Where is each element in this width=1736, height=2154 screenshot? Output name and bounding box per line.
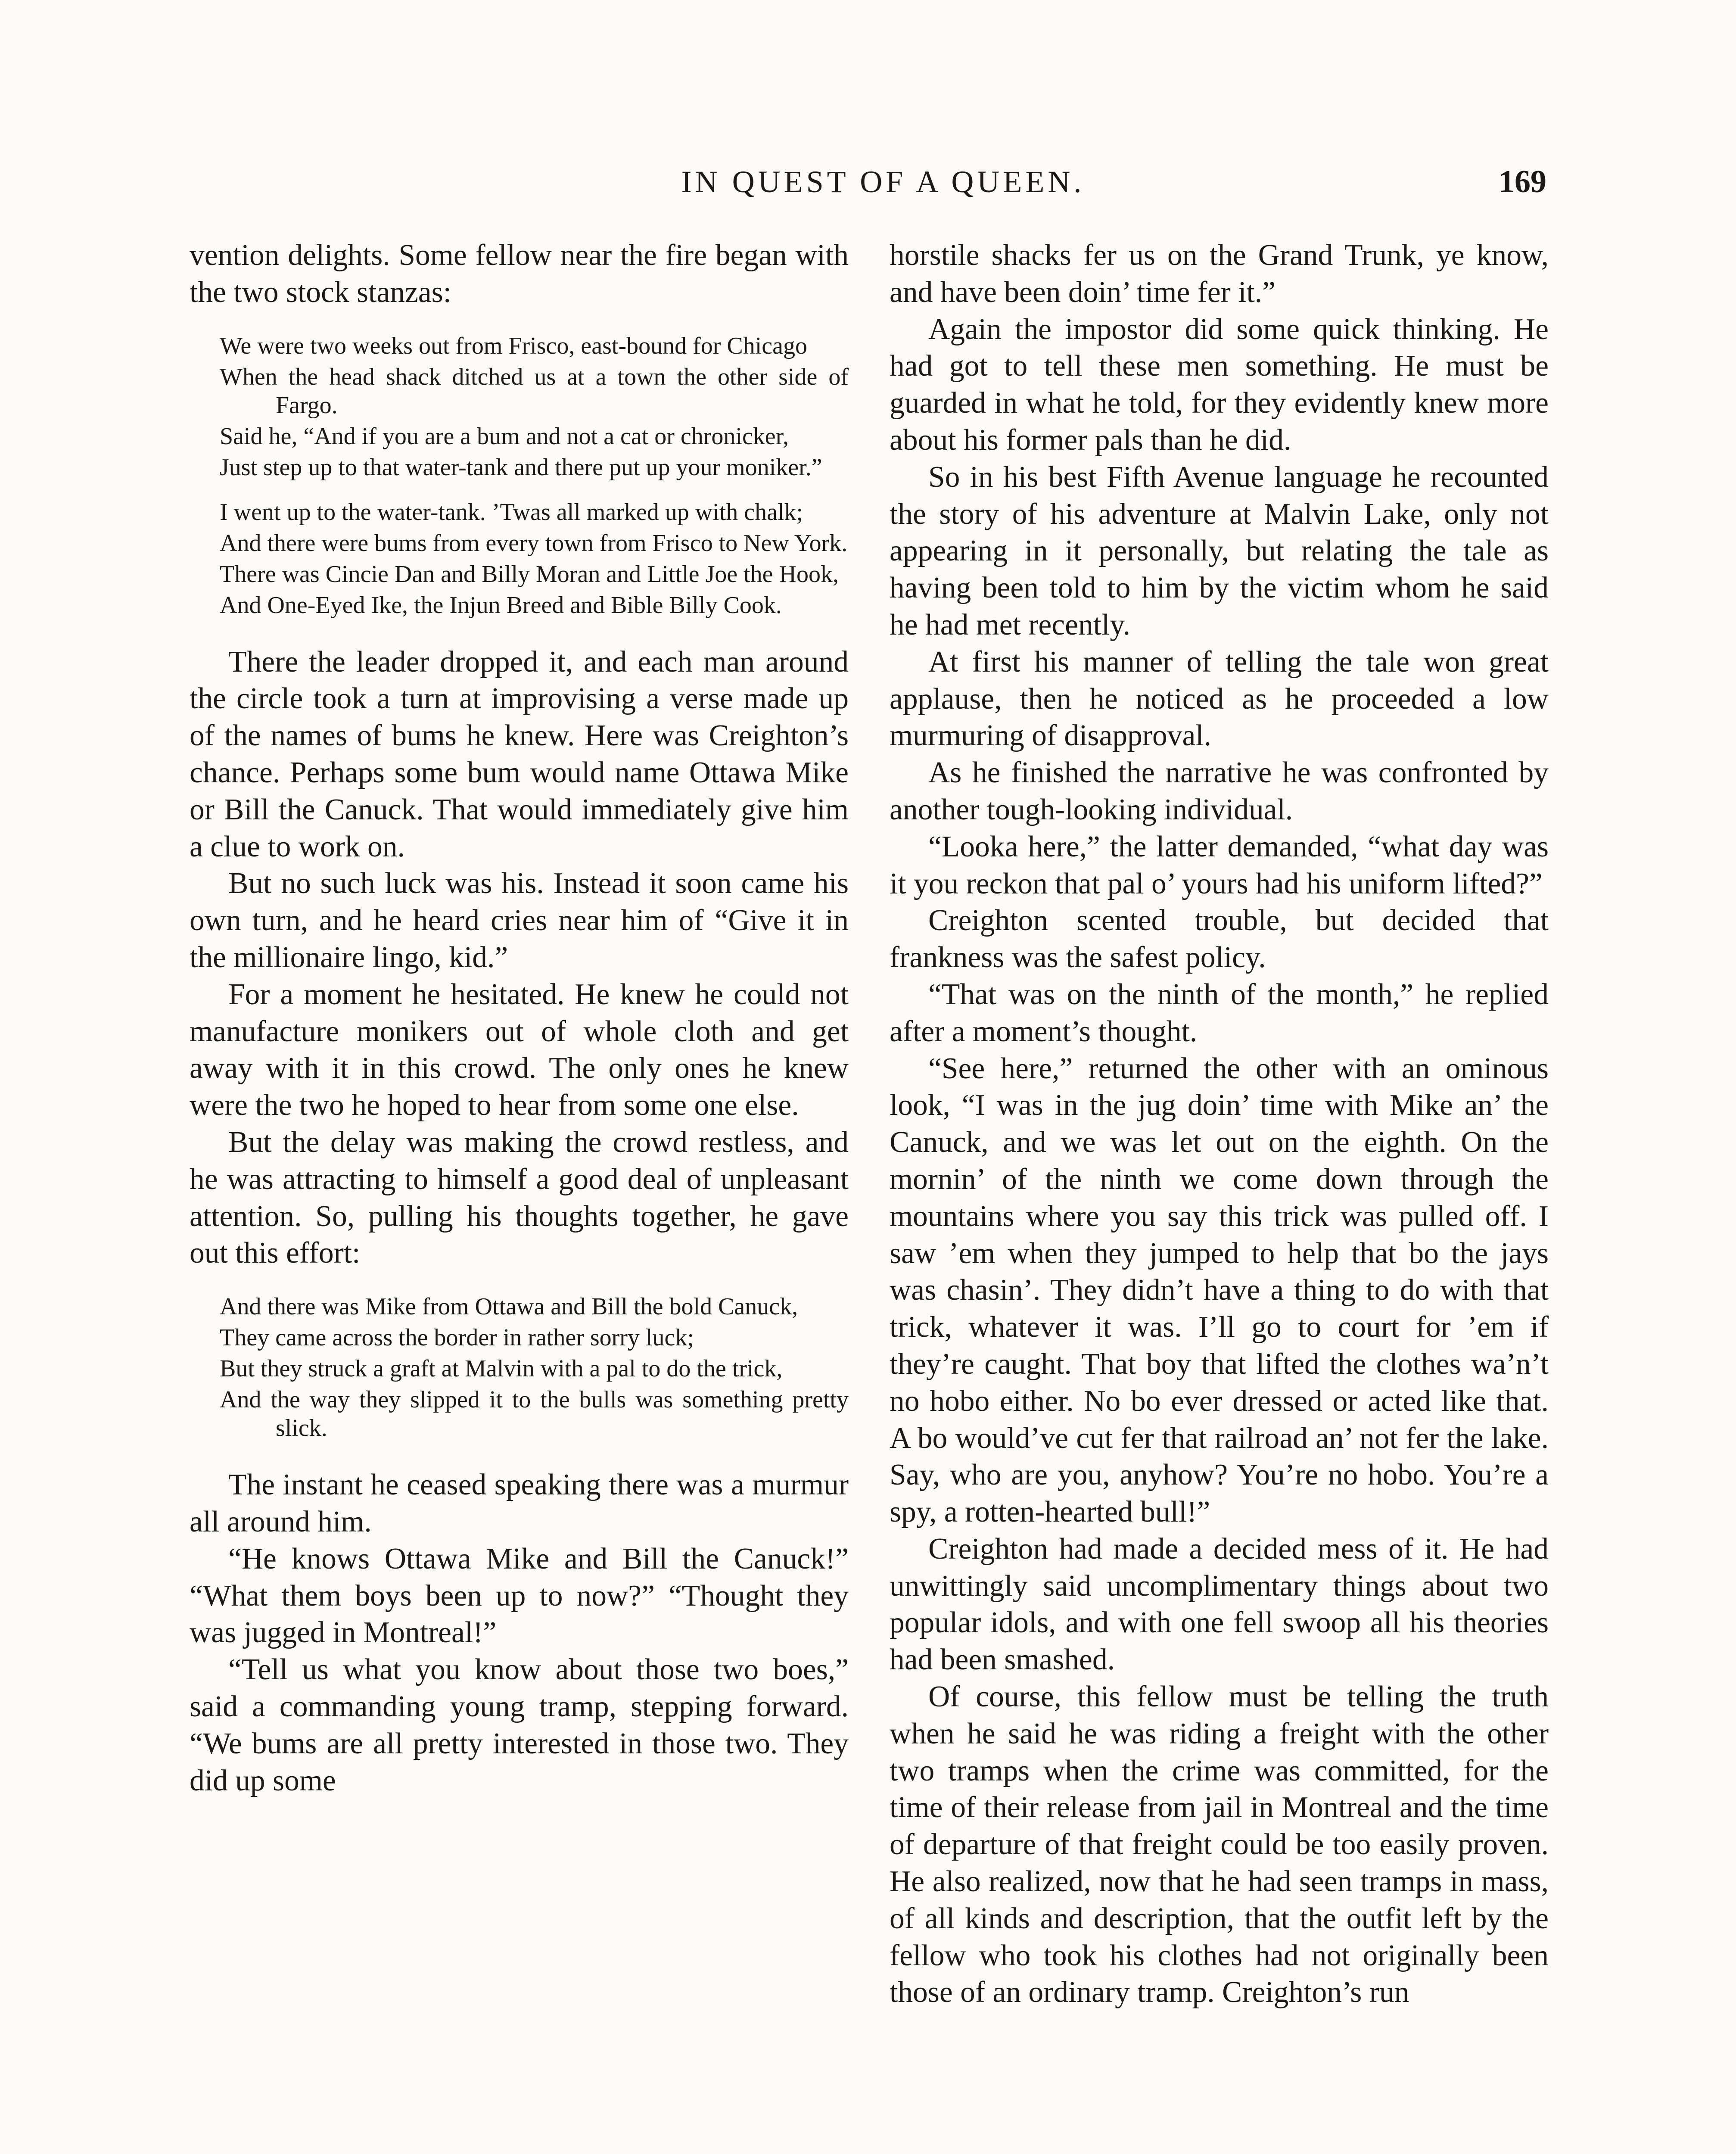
page-header [0,160,1736,212]
verse-line: And there were bums from every town from Frisco to New York. [220,529,848,557]
paragraph: Again the impostor did some quick thinking. He had got to tell these men something. He must be guarded in what he told, for they evidently knew more about his former pals than he did. [890,312,1549,457]
verse-line: And One-Eyed Ike, the Injun Breed and Bible Billy Cook. [220,591,782,619]
paragraph: For a moment he hesitated. He knew he could not manufacture monikers out of whole cloth and get away with it in this crowd. The only ones he knew were the two he hoped to hear from some one else. [190,977,849,1122]
right-column [890,237,1549,2011]
verse-stock-stanzas [220,332,849,619]
paragraph: horstile shacks fer us on the Grand Trunk, ye know, and have been doin’ time fer it.” [890,239,1549,309]
paragraph: “Looka here,” the latter demanded, “what day was it you reckon that pal o’ yours had his uniform lifted?” [890,830,1549,900]
verse-line: Just step up to that water-tank and there put up your moniker.” [220,454,822,481]
verse-line: I went up to the water-tank. ’Twas all marked up with chalk; [220,498,803,526]
verse-line: And the way they slipped it to the bulls was something pretty slick. [220,1386,849,1442]
paragraph: At first his manner of telling the tale won great applause, then he noticed as he proceeded a low murmuring of disapproval. [890,645,1549,753]
verse-line: We were two weeks out from Frisco, east-bound for Chicago [220,332,808,359]
page-number: 169 [1499,164,1546,199]
verse-line: Said he, “And if you are a bum and not a cat or chronicker, [220,423,789,450]
paragraph: Creighton scented trouble, but decided that frankness was the safest policy. [890,904,1549,974]
paragraph: Creighton had made a decided mess of it. He had unwittingly said uncomplimentary things about two popular idols, and with one fell swoop all his theories had been smashed. [890,1532,1549,1677]
stanza [220,1292,849,1442]
paragraph: The instant he ceased speaking there was a murmur all around him. [190,1468,849,1538]
verse-line: They came across the border in rather sorry luck; [220,1324,694,1351]
paragraph: As he finished the narrative he was confronted by another tough-looking individual. [890,756,1549,826]
paragraph: So in his best Fifth Avenue language he recounted the story of his adventure at Malvin Lake, only not appearing in it personally, but relating the tale as having been told to him by the victim whom he said he had met recently. [890,460,1549,641]
paragraph: “See here,” returned the other with an ominous look, “I was in the jug doin’ time with Mike an’ the Canuck, and we was let out on the eighth. On the mornin’ of the ninth we come down through the mountains where you say this trick was pulled off. I saw ’em when they jumped to help that bo the jays was chasin’. They didn’t have a thing to do with that trick, whatever it was. I’ll go to court for ’em if they’re caught. That boy that lifted the clothes wa’n’t no hobo either. No bo ever dressed or acted like that. A bo would’ve cut fer that railroad an’ not fer the lake. Say, who are you, anyhow? You’re no hobo. You’re a spy, a rotten-hearted bull!” [890,1052,1549,1529]
stanza [220,332,849,482]
stanza [220,498,849,619]
verse-line: But they struck a graft at Malvin with a pal to do the trick, [220,1355,783,1382]
left-column [190,237,849,1799]
verse-line: And there was Mike from Ottawa and Bill the bold Canuck, [220,1293,798,1320]
verse-creighton-effort [220,1292,849,1442]
paragraph: But the delay was making the crowd restless, and he was attracting to himself a good deal of unpleasant attention. So, pulling his thoughts together, he gave out this effort: [190,1125,849,1270]
paragraph: There the leader dropped it, and each man around the circle took a turn at improvising a verse made up of the names of bums he knew. Here was Creighton’s chance. Perhaps some bum would name Ottawa Mike or Bill the Canuck. That would immediately give him a clue to work on. [190,645,849,863]
paragraph: But no such luck was his. Instead it soon came his own turn, and he heard cries near him of “Give it in the millionaire lingo, kid.” [190,867,849,974]
paragraph: “That was on the ninth of the month,” he replied after a moment’s thought. [890,977,1549,1048]
running-title: IN QUEST OF A QUEEN. [681,165,1085,199]
verse-line: When the head shack ditched us at a town the other side of Fargo. [220,363,849,419]
paragraph: “Tell us what you know about those two boes,” said a commanding young tramp, stepping forward. “We bums are all pretty interested in those two. They did up some [190,1653,849,1797]
paragraph: “He knows Ottawa Mike and Bill the Canuck!” “What them boys been up to now?” “Thought they was jugged in Montreal!” [190,1542,849,1650]
paragraph: vention delights. Some fellow near the fire began with the two stock stanzas: [190,239,849,309]
verse-line: There was Cincie Dan and Billy Moran and Little Joe the Hook, [220,560,839,588]
paragraph: Of course, this fellow must be telling the truth when he said he was riding a freight with the other two tramps when the crime was committed, for the time of their release from jail in Montreal and the time of departure of that freight could be too easily proven. He also realized, now that he had seen tramps in mass, of all kinds and description, that the outfit left by the fellow who took his clothes had not originally been those of an ordinary tramp. Creighton’s run [890,1680,1549,2009]
